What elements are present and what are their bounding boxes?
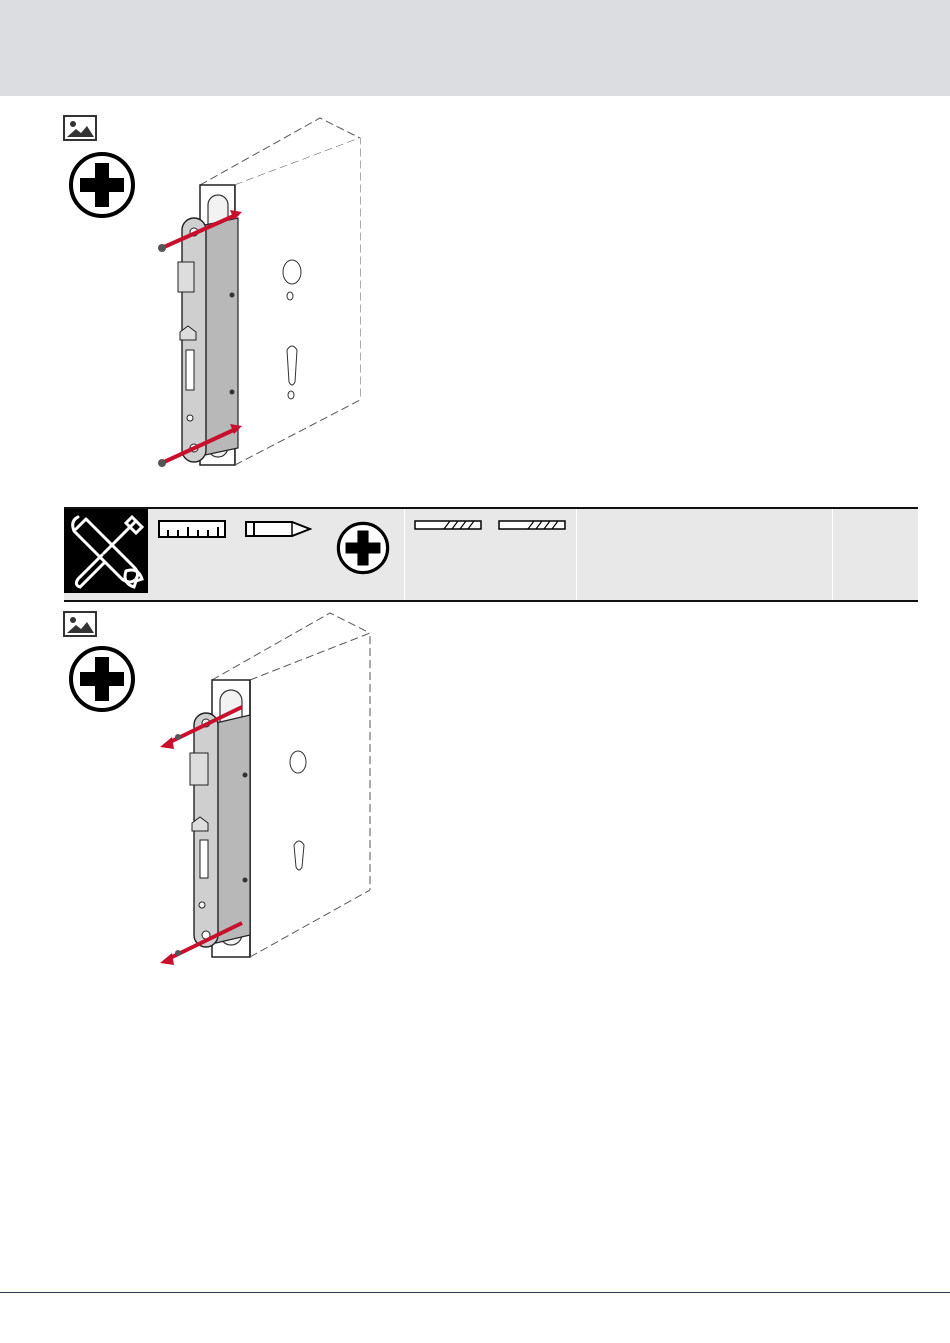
drill-bit-icon	[498, 519, 568, 531]
phillips-screwdriver-icon	[68, 151, 136, 219]
separator	[404, 509, 405, 600]
tools-icon	[64, 509, 148, 593]
tools-bar	[64, 507, 918, 602]
footer-divider	[0, 1292, 950, 1293]
drill-bit-icon	[414, 519, 484, 531]
lock-removal-illustration	[150, 605, 375, 970]
pencil-icon	[244, 519, 312, 539]
phillips-screwdriver-icon	[68, 645, 136, 713]
image-icon	[63, 611, 97, 637]
lock-installation-illustration	[150, 110, 370, 480]
separator	[832, 509, 833, 600]
ruler-icon	[158, 519, 226, 539]
separator	[576, 509, 577, 600]
image-icon	[63, 115, 97, 141]
phillips-screwdriver-icon	[336, 521, 390, 575]
header-band	[0, 0, 950, 96]
